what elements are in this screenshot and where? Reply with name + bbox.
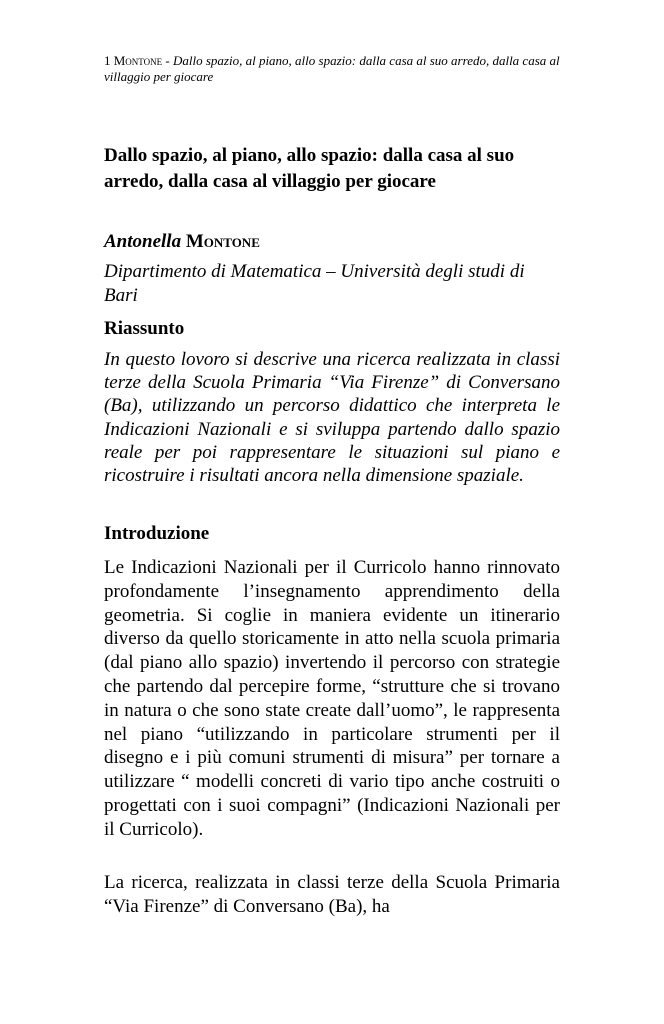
running-header-title: Dallo spazio, al piano, allo spazio: dalla casa al suo arredo, dalla casa al villaggio per giocare — [104, 53, 560, 84]
abstract-text: In questo lovoro si descrive una ricerca realizzata in classi terze della Scuola Primaria “Via Firenze” di Conversano (Ba), utilizzando un percorso didattico che interpreta le Indicazioni Nazionali e si sviluppa partendo dallo spazio reale per poi rappresentare le situazioni sul piano e ricostruire i risultati ancora nella dimensione spaziale. — [104, 349, 560, 487]
page-number: 1 — [104, 53, 111, 68]
author-given-name: Antonella — [104, 231, 182, 252]
author-affiliation: Dipartimento di Matematica – Università degli studi di Bari — [104, 261, 525, 306]
author-name — [104, 230, 560, 254]
author-family-name: Montone — [185, 231, 260, 252]
running-header-author: Montone — [113, 53, 163, 68]
article-title: Dallo spazio, al piano, allo spazio: dalla casa al suo arredo, dalla casa al villaggio per giocare — [104, 145, 515, 192]
introduction-heading: Introduzione — [104, 523, 210, 544]
abstract-heading: Riassunto — [104, 318, 185, 339]
introduction-paragraph-2: La ricerca, realizzata in classi terze della Scuola Primaria “Via Firenze” di Conversano (Ba), ha — [104, 872, 560, 917]
running-header — [104, 53, 560, 85]
running-header-separator: - — [162, 53, 173, 68]
introduction-paragraph-1: Le Indicazioni Nazionali per il Curricolo hanno rinnovato profondamente l’insegnamento apprendimento della geometria. Si coglie in maniera evidente un itinerario diverso da quello storicamente in atto nella scuola primaria (dal piano allo spazio) invertendo il percorso con strategie che partendo dal percepire forme, “strutture che si trovano in natura o che sono state create dall’uomo”, le rappresenta nel piano “utilizzando in particolare strumenti per il disegno e i più comuni strumenti di misura” per tornare a utilizzare “ modelli concreti di vario tipo anche costruiti o progettati con i suoi compagni” (Indicazioni Nazionali per il Curricolo). — [104, 557, 560, 840]
